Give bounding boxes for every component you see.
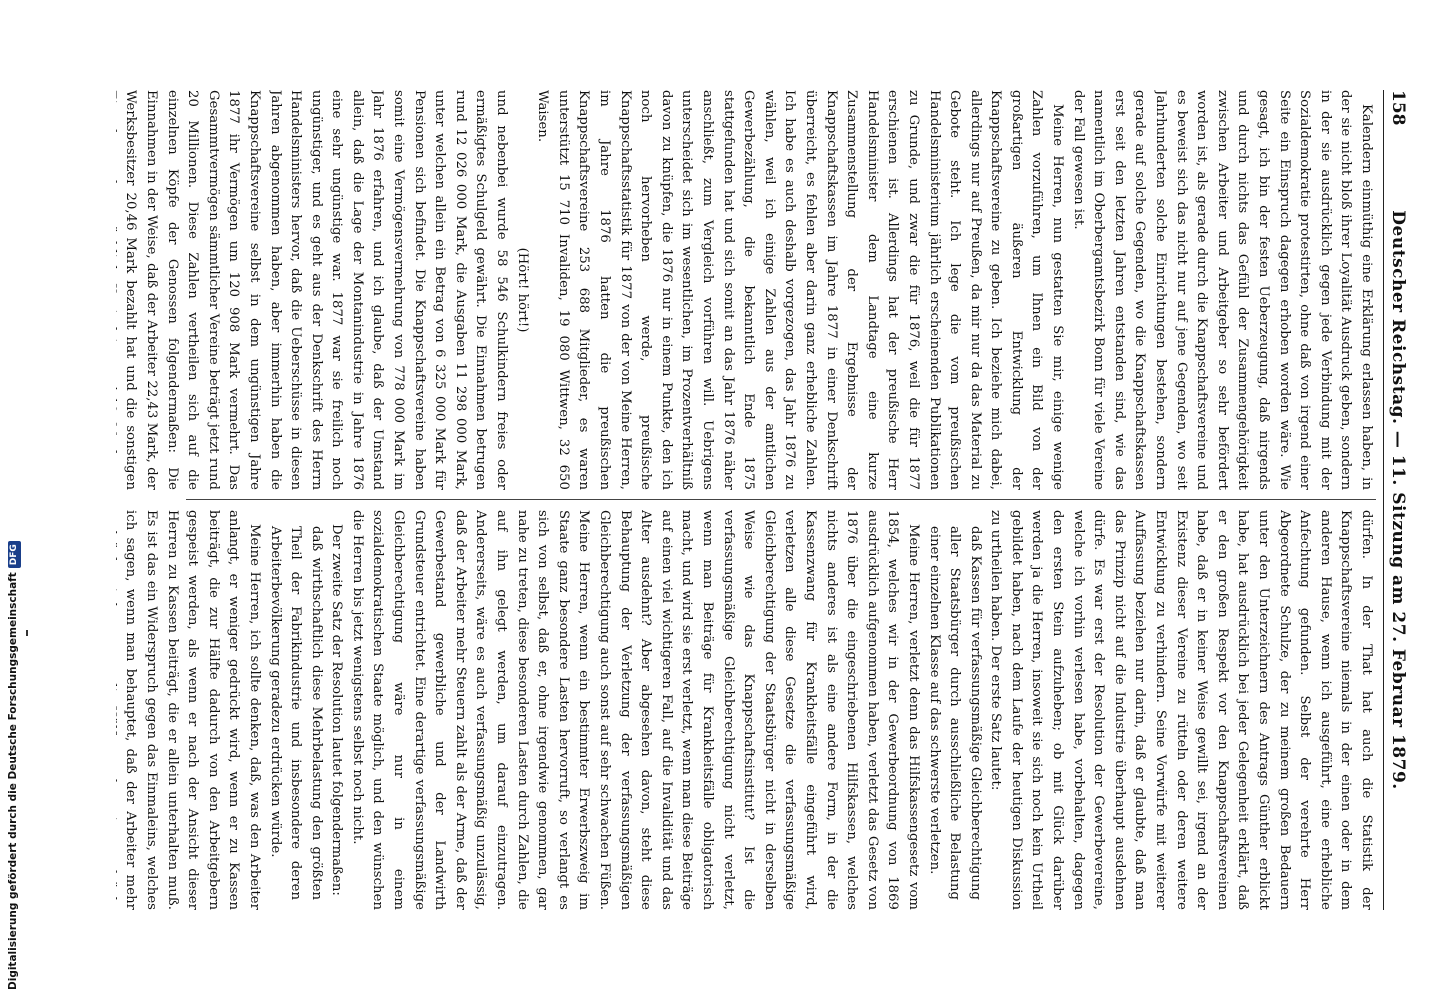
quoted-resolution: daß wirthschaftlich diese Mehrbelastung den größten Theil der Fabrikindustrie und insbesondere deren Arbeiterbevölkerung geradezu erdrücken würde. — [267, 526, 324, 900]
digitization-credit — [2, 544, 24, 990]
rotated-page — [80, 0, 1430, 1000]
interjection: (Hört! hört!) — [514, 247, 530, 333]
page-content — [110, 90, 1410, 910]
right-column — [116, 510, 1376, 910]
column-divider — [186, 499, 1376, 500]
paragraph: Meine Herren, verletzt denn das Hilfskassengesetz vom 1854, welches wir in der Gewerbeordnung von 1869 ausdrücklich aufgenommen haben, verletzt das Gesetz von 1876 über die eingeschriebenen Hilfskassen, welches nichts anderes ist als eine andere Form, in der die Kassenzwang für Krankheitsfälle eingeführt wird, verletzen alle diese Gesetze die verfassungsmäßige Gleichberechtigung der Staatsbürger nicht in derselben Weise wie das Knappschaftsinstitut? Ist die verfassungsmäßige Gleichberechtigung nicht verletzt, wenn man Beiträge für Krankheitsfälle obligatorisch macht, und wird sie erst verletzt, wenn man diese Beiträge auf einen viel wichtigeren Fall, auf die Invalidität und das Alter ausdehnt? Aber abgesehen davon, steht diese Behauptung der Verletzung der verfassungsmäßigen Gleichberechtigung auch sonst auf sehr schwachen Füßen. Meine Herren, wenn ein bestimmter Erwerbszweig im Staate ganz besondere Lasten hervorruft, so verlangt es sich von selbst, daß er, ohne irgendwie genommen, gar nahe zu treten, diese besonderen Lasten durch Zahlen, die auf ihn gelegt werden, um darauf einzutragen. Andererseits, wäre es auch verfassungsmäßig unzulässig, daß der Arbeiter mehr Steuern zahlt als der Arme, daß der Gewerbestand gewerbliche und der Landwirth Grundsteuer entrichtet. Eine derartige verfassungsmäßige Gleichberechtigung wäre nur in einem sozialdemokratischen Staate möglich, und den wünschen die Herren bis jetzt wenigstens selbst noch nicht. — [349, 510, 921, 910]
page-header — [1383, 90, 1410, 910]
credit-text: Digitalisierung gefördert durch die Deutsche Forschungsgemeinschaft — [7, 572, 19, 990]
paragraph: Meine Herren, ich sollte denken, daß, was den Arbeiter anlangt, er weniger gedrückt wird, wenn er zu Kassen beiträgt, die zur Hälfte dadurch von den Arbeitgebern gespeist werden, als wenn er nach der Ansicht dieser Herren zu Kassen beiträgt, die er allein unterhalten muß. Es ist das ein Widerspruch gegen das Einmaleins, welches ich sagen, wenn man behauptet, daß der Arbeiter mehr — [123, 510, 262, 910]
paragraph: dürfen. In der That hat auch die Statistik der Knappschaftsvereine niemals in der einen oder in dem anderen Hause, wenn ich ausgeführt, eine erhebliche Anfechtung gefunden. Selbst der verehrte Herr Abgeordnete Schulze, der zu meinem großen Bedauern unter den Unterzeichnern des Antrags Günther erblickt habe, hat ausdrücklich bei jeder Gelegenheit erklärt, daß er den großen Respekt vor den Knappschaftsvereinen habe, daß er in keiner Weise gewillt sei, irgend an der Existenz dieser Vereine zu rütteln oder deren weitere Entwicklung zu verhindern. Seine Vorwürfe mit weiterer Auffassung beziehen nur darin, daß er glaubte, daß man das Prinzip nicht auf die Industrie überhaupt ausdehnen dürfe. Es war erst der Resolution der Gewerbevereine, welche ich vorhin verlesen habe, vorbehalten, dagegen den ersten Stein aufzuheben; ob mit Glück darüber werden ja die Herren, insoweit sie sich noch kein Urtheil gebildet haben, nach dem Laufe der heutigen Diskussion zu urtheilen haben. Der erste Satz lautet: — [988, 510, 1374, 910]
paragraph: und nebenbei wurde 58 546 Schulkindern freies oder ermäßigtes Schulgeld gewährt. Die Einnahmen betrugen rund 12 026 000 Mark, die Ausgaben 11 298 000 Mark, unter welchen allein ein Betrag von 6 325 000 Mark für Pensionen sich befindet. Die Knappschaftsvereine haben somit eine Vermögensvermehrung von 778 000 Mark im Jahr 1876 erfahren, und ich glaube, daß der Umstand allein, daß die Lage der Montanindustrie in Jahre 1876 eine sehr ungünstige war. 1877 war sie freilich noch ungünstiger, und es geht aus der Denkschrift des Herrn Handelsministers hervor, daß die Ueberschüsse in diesen Jahren abgenommen haben, aber immerhin haben die Knappschaftsvereine selbst in dem ungünstigen Jahre 1877 ihr Vermögen um 120 908 Mark vermehrt. Das Gesammtvermögen sämmtlicher Vereine beträgt jetzt rund 20 Millionen. Diese Zahlen vertheilen sich auf die einzelnen Köpfe der Genossen folgendermaßen: Die Einnahmen in der Weise, daß der Arbeiter 22,43 Mark, der Werksbesitzer 20,46 Mark bezahlt hat und die sonstigen — [123, 90, 510, 490]
scan-mark — [26, 630, 28, 636]
page-number: 158 — [1388, 90, 1408, 126]
paragraph: Kalendern einmüthig eine Erklärung erlassen haben, in der sie nicht bloß ihrer Loyalität Ausdruck geben, sondern in der sie ausdrücklich gegen jede Verbindung mit der Sozialdemokratie protestirten, ohne daß von irgend einer Seite ein Einspruch dagegen erhoben worden wäre. Wie gesagt, ich bin der festen Ueberzeugung, daß nirgends und durch nichts das Gefühl der Zusammengehörigkeit zwischen Arbeiter und Arbeitgeber so sehr befördert worden ist, als gerade durch die Knappschaftsvereine und es beweist sich das nicht nur auf jene Gegenden, wo seit Jahrhunderten solche Einrichtungen bestehen, sondern gerade auf solche Gegenden, wo die Knappschaftskassen erst seit den letzten Jahren entstanden sind, wie das namentlich im Oberbergamtsbezirk Bonn für viele Vereine der Fall gewesen ist. — [1070, 90, 1374, 490]
dfg-logo: DFG — [8, 541, 21, 568]
paragraph: Meine Herren, nun gestatten Sie mir, einige wenige Zahlen vorzuführen, um Ihnen ein Bild von der großartigen äußeren Entwicklung der Knappschaftsvereine zu geben. Ich beziehe mich dabei, allerdings nur auf Preußen, da mir nur da das Material zu Gebote steht. Ich lege die vom preußischen Handelsministerium jährlich erscheinenden Publikationen zu Grunde, und zwar die für 1876, weil die für 1877 erschienen ist. Allerdings hat der preußische Herr Handelsminister dem Landtage eine kurze Zusammenstellung der Ergebnisse der Knappschaftskassen im Jahre 1877 in einer Denkschrift überreicht, es fehlen aber darin ganz erhebliche Zahlen. Ich habe es auch deshalb vorgezogen, das Jahr 1876 zu wählen, weil ich einige Zahlen aus der amtlichen Gewerbezählung, die bekanntlich Ende 1875 stattgefunden hat und sich somit an das Jahr 1876 näher anschließt, zum Vergleich vorführen will. Uebrigens unterscheidet sich im wesentlichen, im Prozentverhältniß davon zu knüpfen, die 1876 nur in einem Punkte, den ich noch hervorheben werde, preußische Knappschaftsstatistik für 1877 von der von Meine Herren, im Jahre 1876 hatten die preußischen Knappschaftsvereine 253 688 Mitglieder, es waren unterstützt 15 710 Invaliden, 19 080 Wittwen, 32 650 Waisen. — [535, 90, 1066, 490]
quoted-resolution: daß Kassen für verfassungsmäßige Gleichberechtigung aller Staatsbürger durch ausschließliche Belastung einer einzelnen Klasse auf das schwerste verletzen. — [926, 526, 983, 900]
left-column — [116, 90, 1376, 490]
paragraph: Der zweite Satz der Resolution lautet folgendermaßen: — [329, 524, 345, 896]
page-title: Deutscher Reichstag. — 11. Sitzung am 27. Februar 1879. — [1388, 210, 1408, 790]
